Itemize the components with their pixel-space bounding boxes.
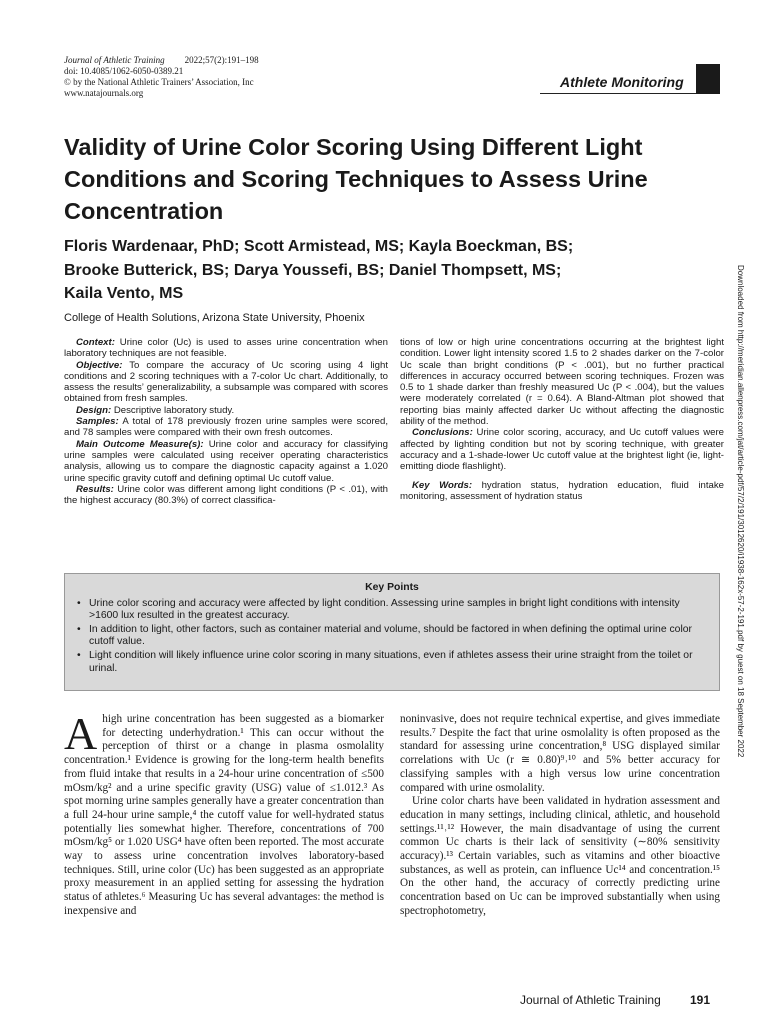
drop-cap: A: [64, 708, 98, 759]
abstract-conclusions: [400, 427, 724, 472]
footer-journal: Journal of Athletic Training: [520, 993, 661, 1007]
body-column-left: [64, 708, 384, 919]
authors-line: Floris Wardenaar, PhD; Scott Armistead, MS; Kayla Boeckman, BS;: [64, 238, 574, 255]
abstract-left: [64, 337, 388, 506]
abstract-keywords: [400, 480, 724, 503]
authors: [64, 235, 714, 306]
measures-text: Urine color and accuracy for classifying urine samples were calculated using receiver operating characteristics analysis, allowing us to compare the diagnostic capacity against a 1.020 urine specific gravity cutoff and defining optimal Uc cutoff value.: [64, 438, 388, 484]
key-points-title: Key Points: [365, 582, 419, 593]
body-paragraph: [64, 708, 384, 919]
body-paragraph: noninvasive, does not require technical expertise, and gives immediate results.⁷ Despite the fact that urine osmolality is often proposed as the standard for assessing urine concentration,⁸ USG displayed similar correlations with Uc (r ≅ 0.80)⁹˒¹⁰ and 5% better accuracy for classifying samples with a high versus low urine concentration compared with urine osmolality.: [400, 713, 720, 794]
key-point: • Light condition will likely influence urine color scoring in many situations, even if athletes assess their urine straight from the toilet or urinal.: [77, 650, 707, 675]
abstract-design: [64, 405, 388, 416]
results-text: Urine color was different among light conditions (P < .01), with the highest accuracy (80.3%) of correct classifica-: [64, 483, 388, 507]
conclusions-text: Urine color scoring, accuracy, and Uc cutoff values were affected by lighting condition but not by scoring technique, with greater accuracy and a 1-shade-lower Uc cutoff value at the brightest light (ie, light-emitting diode flashlight).: [400, 427, 724, 473]
article-title: Validity of Urine Color Scoring Using Different Light Conditions and Scoring Techniques to Assess Urine Concentration: [64, 134, 648, 224]
journal-meta: [64, 55, 259, 99]
affiliation: College of Health Solutions, Arizona State University, Phoenix: [64, 312, 365, 324]
abstract-context: [64, 337, 388, 360]
objective-text: To compare the accuracy of Uc scoring using 4 light conditions and 2 scoring techniques with a 7-color Uc chart. Additionally, to assess the results’ generalizability, a subsample was compared with scores obtained from fresh samples.: [64, 359, 388, 405]
abstract-samples: [64, 416, 388, 439]
copyright: © by the National Athletic Trainers’ Association, Inc: [64, 77, 254, 87]
section-block: [696, 64, 720, 94]
abstract-objective: [64, 360, 388, 405]
page-number: 191: [690, 993, 711, 1007]
authors-line: Kaila Vento, MS: [64, 285, 184, 302]
citation: 2022;57(2):191–198: [184, 55, 259, 65]
key-points-list: [77, 598, 707, 676]
authors-line: Brooke Butterick, BS; Darya Youssefi, BS; Daniel Thompsett, MS;: [64, 261, 562, 279]
body-paragraph: Urine color charts have been validated in hydration assessment and education in many settings, including clinical, athletic, and household settings.¹¹˒¹² However, the main disadvantage of using the current common Uc charts is their lack of sensitivity (∼80% sensitivity accuracy).¹³ Certain variables, such as vitamins and other bioactive substances, as well as protein, can influence Uc¹⁴ and concentration.¹⁵ On the other hand, the accuracy of correctly predicting urine concentration based on Uc can be improved substantially when using spectrophotometry,: [400, 795, 720, 917]
section-tag: Athlete Monitoring: [560, 74, 684, 90]
key-point: • Urine color scoring and accuracy were affected by light condition. Assessing urine samples in bright light conditions with intensity >1600 lux resulted in the greatest accuracy.: [77, 598, 707, 623]
abstract-right: [400, 337, 724, 502]
abstract-measures: [64, 439, 388, 484]
website: www.natajournals.org: [64, 88, 144, 98]
key-point: • In addition to light, other factors, such as container material and volume, should be factored in when defining the optimal urine color cutoff value.: [77, 624, 707, 649]
abstract-results-cont: tions of low or high urine concentrations occurring at the brightest light condition. Lower light intensity scored 1.5 to 2 shades darker on the 7-color Uc scale than bright conditions (P < .001), but no further practical differences in accuracy occurred between scoring techniques. Frozen was 0.5 to 1 shade darker than freshly measured Uc (P < .004), but the values were moderately correlated (r = 0.64). A Bland-Altman plot showed that reporting bias mainly affected darker Uc without affecting the diagnostic ability of the method.: [400, 337, 724, 428]
body-text: high urine concentration has been suggested as a biomarker for detecting underhydration.¹ This can occur without the perception of thirst or a change in plasma osmolality concentration.¹ Evidence is growing for the long-term health benefits from fluid intake that results in a 24-hour urine concentration of ≤500 mOsm/kg² and a urine specific gravity (USG) value of ≤1.012.³ As spot morning urine samples generally have a greater concentration than a full 24-hour urine sample,⁴ the cutoff value for well-hydrated status potentially lies somewhat higher. Therefore, concentrations of 700 mOsm/kg⁵ or 1.020 USG⁴ have often been reported. The most accurate way to assess urine concentration involves laboratory-based techniques. Still, urine color (Uc) has been suggested as an appropriate proxy measurement in an applied setting for assessing the hydration status of athletes.⁶ Measuring Uc has several advantages: the method is inexpensive and: [64, 713, 384, 917]
design-label: Design:: [76, 404, 112, 416]
journal-name: Journal of Athletic Training: [64, 55, 165, 65]
samples-text: A total of 178 previously frozen urine samples were scored, and 78 samples were compared with their own fresh outcomes.: [64, 416, 389, 439]
section-rule: [540, 93, 720, 94]
body-column-right: [400, 713, 720, 919]
design-text: Descriptive laboratory study.: [113, 404, 235, 416]
download-note-text: Downloaded from http://meridian.allenpress.com/jat/article-pdf/57/2/191/3012620/i1938-162x-57-2-191.pdf by guest on 18 September 2022: [736, 265, 745, 758]
samples-label: Samples:: [76, 416, 119, 428]
conclusions-label: Conclusions:: [412, 427, 473, 439]
results-label: Results:: [76, 483, 114, 495]
objective-label: Objective:: [76, 359, 123, 371]
download-note: [735, 265, 747, 758]
key-points-box: [64, 573, 720, 691]
context-label: Context:: [76, 337, 115, 348]
context-text: Urine color (Uc) is used to asses urine concentration when laboratory techniques are not feasible.: [64, 337, 388, 360]
abstract-results: [64, 484, 388, 507]
keywords-text: hydration status, hydration education, fluid intake monitoring, assessment of hydration status: [400, 479, 724, 502]
doi: doi: 10.4085/1062-6050-0389.21: [64, 66, 184, 76]
measures-label: Main Outcome Measure(s):: [76, 438, 204, 450]
keywords-label: Key Words:: [412, 479, 473, 491]
